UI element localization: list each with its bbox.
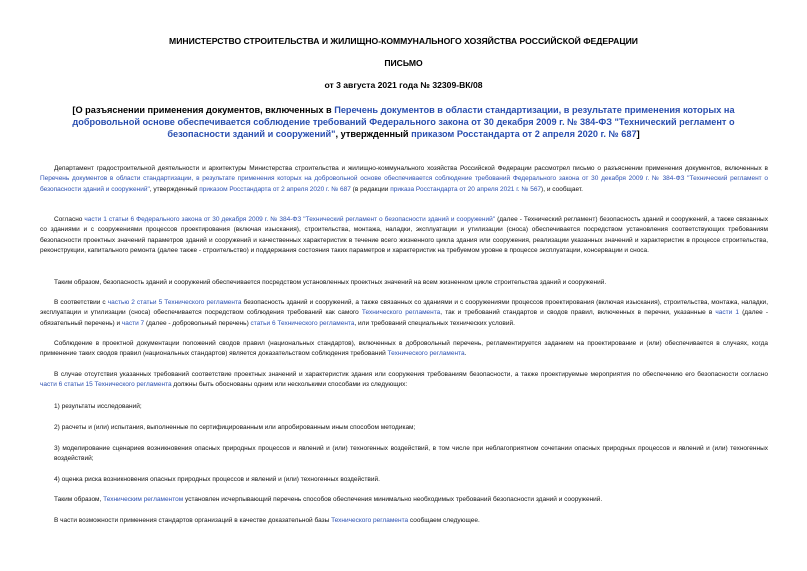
list-item: 1) результаты исследований;	[54, 403, 142, 410]
p4-text-i: (далее - добровольный перечень)	[144, 319, 251, 327]
p7-regulation-link[interactable]: Техническим регламентом	[103, 496, 184, 503]
p8-text-c: сообщаем следующее.	[408, 517, 480, 524]
doc-type-heading: ПИСЬМО	[384, 58, 423, 68]
p2-law-link[interactable]: части 1 статьи 6 Федерального закона от 30 декабря 2009 г. № 384-ФЗ "Технический регламент о безопасности зданий и сооружений"	[84, 216, 496, 223]
p1-text-a: Департамент градостроительной деятельности и архитектуры Министерства строительства и жилищно-коммунального хозяйства Российской Федерации рассмотрел письмо о разъяснении применения документов, включенных в	[54, 165, 768, 172]
title-text-3: ]	[636, 129, 640, 139]
p4-text-a: В соответствии с	[54, 299, 108, 306]
p7-text-a: Таким образом,	[54, 496, 104, 503]
p6-article15-link[interactable]: части 6 статьи 15 Технического регламента	[40, 381, 172, 389]
p5-regulation-link[interactable]: Технического регламента	[387, 350, 465, 358]
p4-text-e: , так и требований стандартов и сводов правил, включенных в перечни, указанные в	[440, 309, 716, 317]
p8-text-a: В части возможности применения стандартов организаций в качестве доказательной базы	[54, 517, 332, 524]
title-list-link[interactable]: Перечень документов в области стандартизации, в результате применения которых на добровольной основе обеспечивается соблюдение требований Федерального закона от 30 декабря 2009 г. № 384-ФЗ "Технический регламент о безопасности зданий и сооружений"	[72, 105, 735, 139]
list-item: 4) оценка риска возникновения опасных природных процессов и явлений и (или) техногенных воздействий.	[54, 476, 380, 483]
paragraph-6	[40, 370, 768, 391]
p1-list-link[interactable]: Перечень документов в области стандартизации, в результате применения которых на добровольной основе обеспечивается соблюдение требований Федерального закона от 30 декабря 2009 г. № 384-ФЗ "Технический регламент о безопасности зданий и сооружений"	[40, 175, 768, 193]
p8-regulation-link[interactable]: Технического регламента	[331, 517, 409, 524]
p4-text-c: безопасность зданий и сооружений, а также связанных со зданиями и с сооружениями процессов проектирования (включая изыскания), строительства, монтажа, наладки, эксплуатации и утилизации (сноса) обеспечивается посредством соблюдения требований как самого	[40, 299, 768, 317]
list-item: 3) моделирование сценариев возникновения опасных природных процессов и явлений и (или) техногенных воздействий, в том числе при неблагоприятном сочетании опасных природных процессов и явлений и (или) техногенных воздействий;	[54, 445, 768, 463]
paragraph-4	[40, 298, 768, 329]
p1-text-c: , утвержденный	[149, 185, 200, 193]
ministry-heading: МИНИСТЕРСТВО СТРОИТЕЛЬСТВА И ЖИЛИЩНО-КОММУНАЛЬНОГО ХОЗЯЙСТВА РОССИЙСКОЙ ФЕДЕРАЦИИ	[169, 36, 638, 46]
paragraph-7	[40, 495, 768, 505]
p1-order-link[interactable]: приказом Росстандарта от 2 апреля 2020 г. № 687	[199, 185, 351, 193]
list-item: 2) расчеты и (или) испытания, выполненные по сертифицированным или апробированным иным способом методикам;	[54, 424, 416, 431]
p4-regulation-link[interactable]: Технического регламента	[361, 309, 441, 317]
doc-date-heading: от 3 августа 2021 года № 32309-ВК/08	[324, 80, 483, 90]
p1-text-g: ), и сообщает.	[541, 185, 583, 193]
p6-text-c: должны быть обоснованы одним или несколькими способами из следующих:	[171, 381, 408, 389]
p4-part1-link[interactable]: части 1	[715, 309, 740, 317]
p4-part7-link[interactable]: части 7	[121, 319, 145, 327]
p5-text-a: Соблюдение в проектной документации положений сводов правил (национальных стандартов), включенных в добровольный перечень, регламентируется заданием на проектирование и (или) обеспечивается в случаях, когда применение таких сводов правил (национальных стандартов) является доказательством соблюдения требований	[40, 340, 768, 358]
p7-text-c: установлен исчерпывающий перечень способов обеспечения минимально необходимых требований безопасности зданий и сооружений.	[183, 496, 603, 503]
paragraph-1	[40, 164, 768, 195]
title-text-1: [О разъяснении применения документов, включенных в	[72, 105, 335, 115]
paragraph-8	[40, 516, 768, 526]
title-text-2: , утвержденный	[335, 129, 412, 139]
p5-text-c: .	[464, 350, 467, 358]
p1-order-2021-link[interactable]: приказа Росстандарта от 20 апреля 2021 г. № 567	[390, 185, 542, 193]
p1-text-e: (в редакции	[350, 185, 391, 193]
paragraph-2	[40, 215, 768, 257]
p4-text-k: , или требований специальных технических условий.	[354, 319, 515, 327]
p4-article5-link[interactable]: частью 2 статьи 5 Технического регламента	[107, 299, 242, 306]
p6-text-a: В случае отсутствия указанных требований соответствие проектных значений и характеристик здания или сооружения требованиям безопасности, а также проектируемые мероприятия по обеспечению его безопасности согласно	[54, 371, 768, 378]
paragraph-3: Таким образом, безопасность зданий и сооружений обеспечивается посредством установленных проектных значений на всем жизненном цикле строительства зданий и сооружений.	[54, 279, 607, 286]
p4-text-g: (далее - обязательный перечень) и	[40, 309, 769, 327]
p2-text-a: Согласно	[54, 216, 85, 223]
p4-article6-link[interactable]: статьи 6 Технического регламента	[250, 319, 355, 327]
paragraph-5	[40, 339, 768, 360]
p2-text-c: (далее - Технический регламент) безопасность зданий и сооружений, а также связанных со зданиями и с сооружениями процессов проектирования (включая изыскания), строительства, монтажа, наладки, эксплуатации и утилизации (сноса) обеспечивается посредством установления соответствующих требованиям безопасности проектных значений параметров зданий и сооружений и качественных характеристик в течение всего жизненного цикла здания или сооружения, реализации указанных значений и характеристик в процессе строительства, реконструкции, капитального ремонта (далее также - строительство) и поддержания состояния таких параметров и характеристик на требуемом уровне в процессе эксплуатации, консервации и сноса.	[40, 216, 768, 255]
document-title	[50, 104, 757, 140]
title-order-link[interactable]: приказом Росстандарта от 2 апреля 2020 г. № 687	[411, 129, 637, 139]
